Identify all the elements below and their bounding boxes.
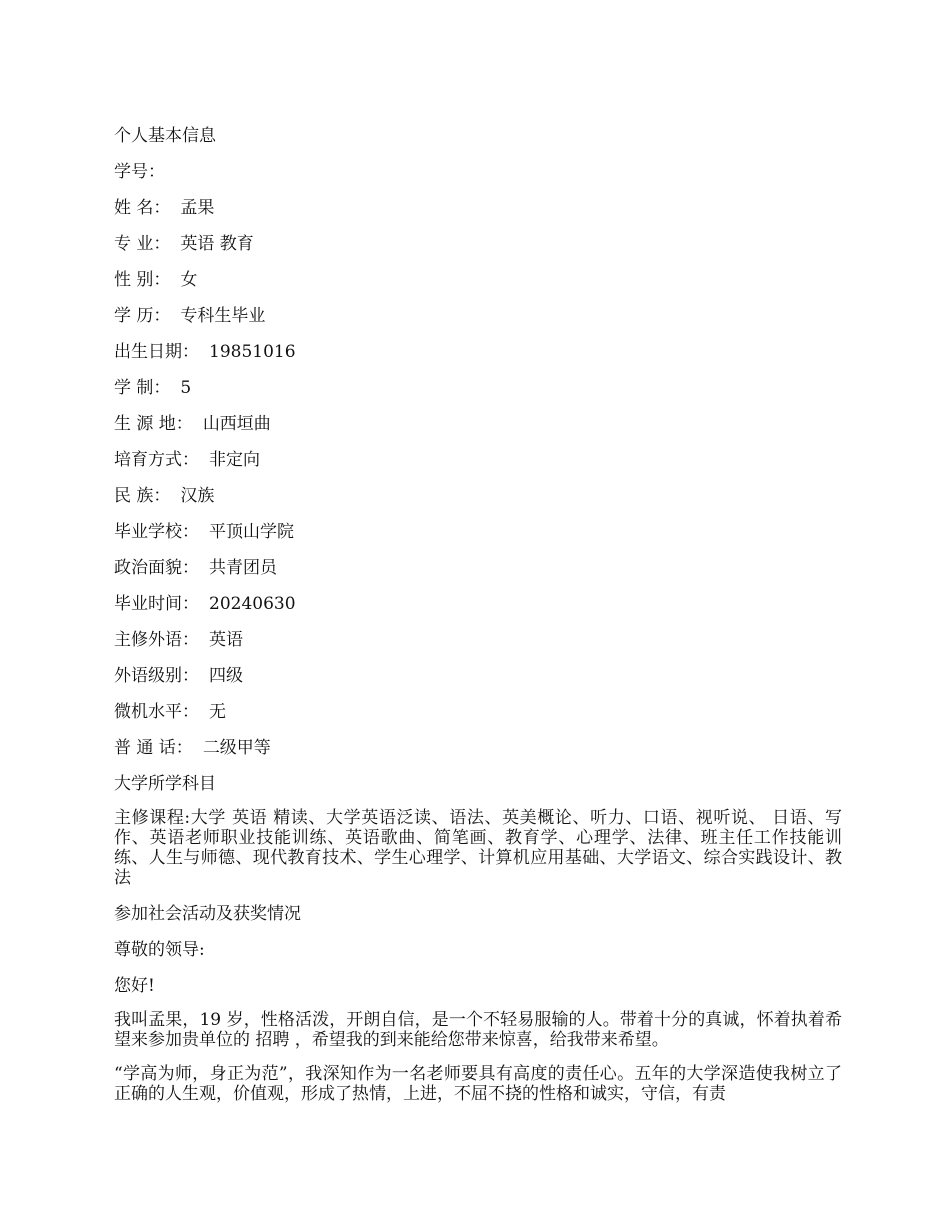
field-value: 专科生毕业 <box>180 306 266 326</box>
field-label: 政治面貌： <box>114 558 199 578</box>
field-value: 无 <box>209 702 226 722</box>
field-label: 主修外语： <box>114 630 199 650</box>
field-gender <box>114 268 842 304</box>
field-name <box>114 196 842 232</box>
field-value: 女 <box>180 270 198 290</box>
field-label: 姓 名： <box>114 198 171 218</box>
field-political-status <box>114 556 842 592</box>
field-duration <box>114 376 842 412</box>
field-label: 出生日期： <box>114 342 199 362</box>
field-label: 生 源 地： <box>114 414 193 434</box>
field-graduation-date <box>114 592 842 628</box>
field-language-level <box>114 664 842 700</box>
field-value: 共青团员 <box>209 558 277 578</box>
section-title-activities: 参加社会活动及获奖情况 <box>114 904 301 924</box>
field-student-id <box>114 160 842 196</box>
intro-paragraph: 我叫孟果，19 岁，性格活泼，开朗自信，是一个不轻易服输的人。带着十分的真诚，怀着执着希望来参加贵单位的 招聘 ，希望我的到来能给您带来惊喜，给我带来希望。 <box>114 1010 842 1050</box>
field-origin <box>114 412 842 448</box>
field-value: 平顶山学院 <box>209 522 294 542</box>
field-label: 毕业时间： <box>114 594 199 614</box>
field-label: 学 历： <box>114 306 171 326</box>
salutation: 尊敬的领导: <box>114 940 205 960</box>
field-value: 孟果 <box>180 198 215 218</box>
field-value: 英语 <box>209 630 243 650</box>
field-ethnicity <box>114 484 842 520</box>
field-value: 四级 <box>209 666 243 686</box>
field-value: 19851016 <box>209 342 296 362</box>
field-foreign-language <box>114 628 842 664</box>
section-title-courses: 大学所学科目 <box>114 774 216 794</box>
courses-paragraph: 主修课程:大学 英语 精读、大学英语泛读、语法、英美概论、听力、口语、视听说、 日语、写作、英语老师职业技能训练、英语歌曲、简笔画、教育学、心理学、法律、班主任工作技能训练、人生与师德、现代教育技术、学生心理学、计算机应用基础、大学语文、综合实践设计、教法 <box>114 808 842 888</box>
field-label: 民 族： <box>114 486 171 506</box>
resume-document <box>114 124 842 1118</box>
section-title-basic-info: 个人基本信息 <box>114 126 216 146</box>
field-label: 毕业学校： <box>114 522 199 542</box>
field-label: 学号： <box>114 162 165 182</box>
field-birthdate <box>114 340 842 376</box>
field-training-mode <box>114 448 842 484</box>
field-label: 学 制： <box>114 378 171 398</box>
field-value: 5 <box>180 378 192 398</box>
teaching-paragraph: “学高为师，身正为范”，我深知作为一名老师要具有高度的责任心。五年的大学深造使我树立了正确的人生观，价值观，形成了热情，上进，不屈不挠的性格和诚实，守信，有责 <box>114 1064 842 1104</box>
field-value: 山西垣曲 <box>202 414 271 434</box>
field-school <box>114 520 842 556</box>
field-major <box>114 232 842 268</box>
field-education <box>114 304 842 340</box>
field-label: 微机水平： <box>114 702 199 722</box>
field-label: 普 通 话： <box>114 738 193 758</box>
field-label: 外语级别： <box>114 666 199 686</box>
field-mandarin-level <box>114 736 842 772</box>
field-computer-level <box>114 700 842 736</box>
field-value: 二级甲等 <box>202 738 271 758</box>
greeting: 您好! <box>114 976 155 996</box>
field-label: 性 别： <box>114 270 171 290</box>
field-value: 非定向 <box>209 450 260 470</box>
field-value: 汉族 <box>180 486 215 506</box>
field-value: 英语 教育 <box>180 234 254 254</box>
field-label: 培育方式： <box>114 450 199 470</box>
field-value: 20240630 <box>209 594 296 614</box>
field-label: 专 业： <box>114 234 171 254</box>
